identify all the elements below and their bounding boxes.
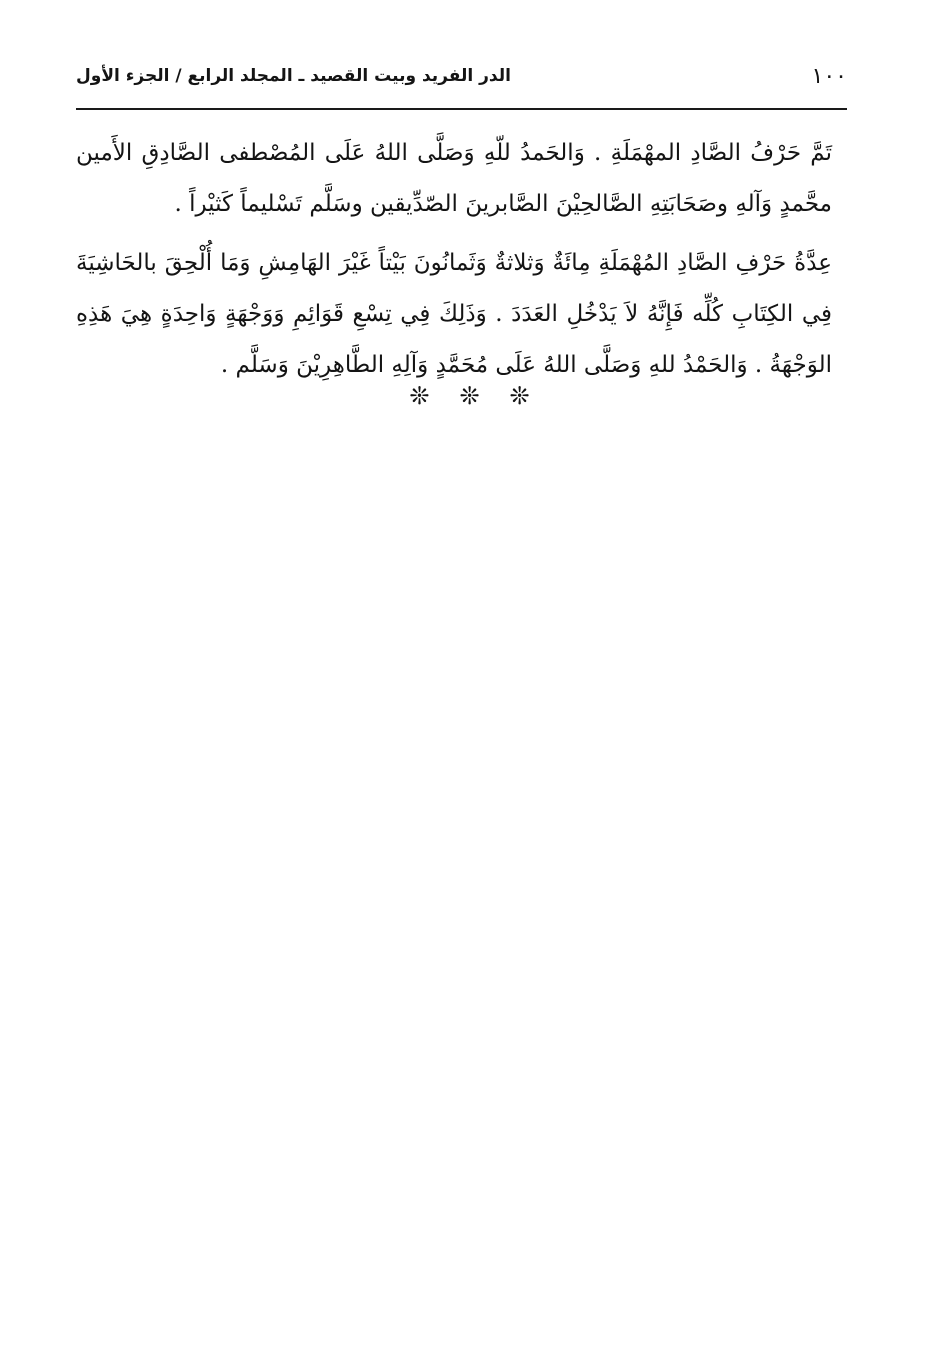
running-title: الدر الفريد وبيت القصيد ـ المجلد الرابع / الجزء الأول [76,66,511,86]
page-header [76,62,847,102]
body-text [76,128,832,391]
paragraph-verse-count: عِدَّةُ حَرْفِ الصَّادِ المُهْمَلَةِ مِائَةٌ وَثلاثةٌ وَثَمانُونَ بَيْتاً غَيْرَ الهَامِشِ وَمَا أُلْحِقَ بالحَاشِيَةَ فِي الكِتَابِ كُلِّه فَإِنَّهُ لاَ يَدْخُلِ العَدَدَ . وَذَلِكَ فِي تِسْعِ قَوَائِمِ وَوَجْهَةٍ وَاحِدَةٍ هِيَ هَذِهِ الوَجْهَةُ . وَالحَمْدُ للهِ وَصَلَّى اللهُ عَلَى مُحَمَّدٍ وَآلِهِ الطَّاهِرِيْنَ وَسَلَّم . [76,250,832,378]
page-number: ١٠٠ [811,64,847,89]
section-separator: ❊❊❊ [409,382,560,410]
header-rule [76,108,847,110]
paragraph-closing-section: تَمَّ حَرْفُ الصَّادِ المهْمَلَةِ . وَالحَمدُ للّهِ وَصَلَّى اللهُ عَلَى المُصْطفى الصَّادِقِ الأَمين محَّمدٍ وَآلهِ وصَحَابَتِهِ الصَّالحِيْنَ الصَّابرينَ الصّدِّيقين وسَلَّم تَسْليماً كَثيْراً . [76,140,832,217]
